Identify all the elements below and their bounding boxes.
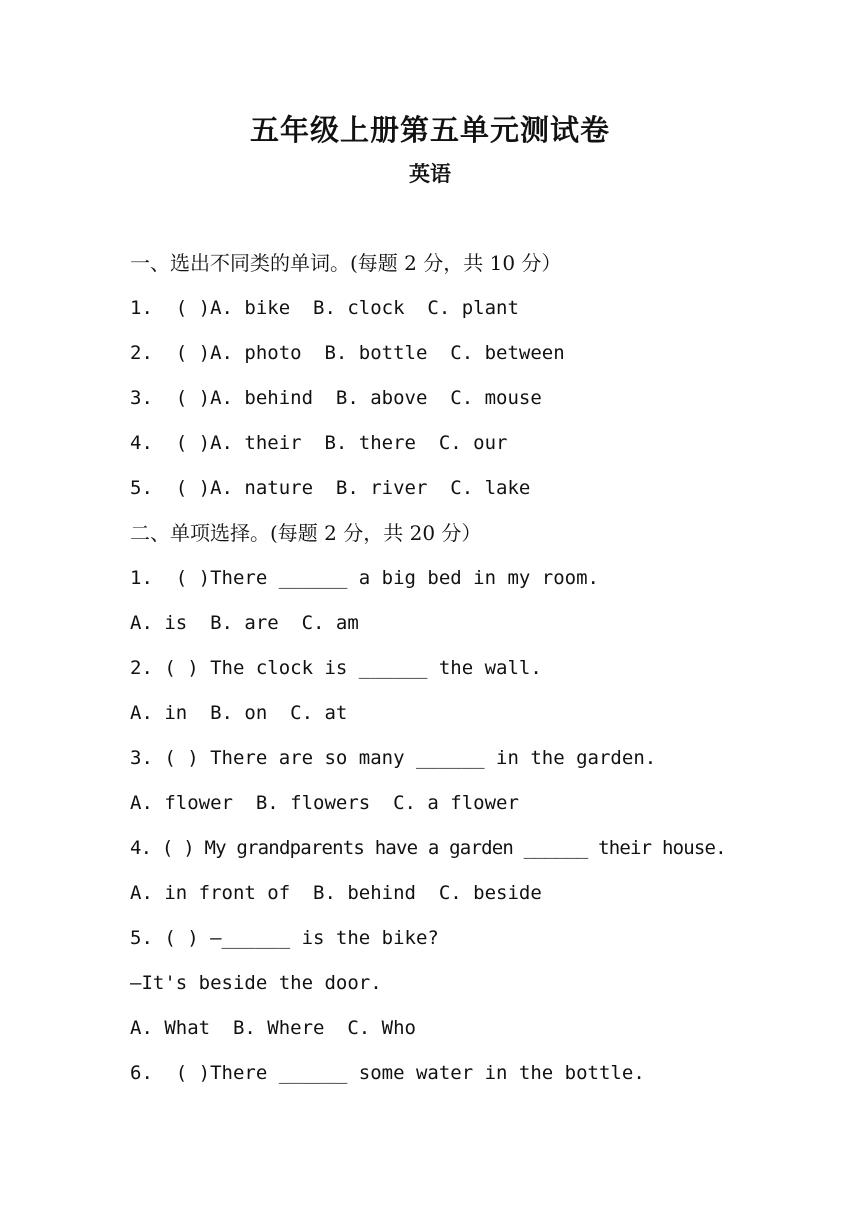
- options-line: A. is B. are C. am: [130, 612, 359, 634]
- exam-content: [130, 245, 830, 1100]
- options-line: A. in front of B. behind C. beside: [130, 882, 542, 904]
- question-line: 6. ( )There ______ some water in the bottle.: [130, 1062, 645, 1084]
- question-line: 2. ( )A. photo B. bottle C. between: [130, 342, 565, 364]
- section-heading-1: 一、选出不同类的单词。(每题 2 分，共 10 分）: [130, 251, 562, 275]
- section-heading-2: 二、单项选择。(每题 2 分，共 20 分）: [130, 521, 482, 545]
- question-line: 1. ( )A. bike B. clock C. plant: [130, 297, 519, 319]
- question-line: 3. ( )A. behind B. above C. mouse: [130, 387, 542, 409]
- options-line: A. in B. on C. at: [130, 702, 348, 724]
- page-subtitle: 英语: [409, 161, 451, 186]
- question-line: 5. ( )A. nature B. river C. lake: [130, 477, 531, 499]
- page-title: 五年级上册第五单元测试卷: [249, 113, 610, 147]
- question-line: 4. ( ) My grandparents have a garden ______ their house.: [130, 837, 726, 859]
- question-line: 3. ( ) There are so many ______ in the garden.: [130, 747, 657, 769]
- options-line: A. What B. Where C. Who: [130, 1017, 416, 1039]
- options-line: A. flower B. flowers C. a flower: [130, 792, 519, 814]
- dialogue-line: —It's beside the door.: [130, 972, 382, 994]
- question-line: 2. ( ) The clock is ______ the wall.: [130, 657, 542, 679]
- question-line: 1. ( )There ______ a big bed in my room.: [130, 567, 599, 589]
- question-line: 4. ( )A. their B. there C. our: [130, 432, 508, 454]
- question-line: 5. ( ) —______ is the bike?: [130, 927, 439, 949]
